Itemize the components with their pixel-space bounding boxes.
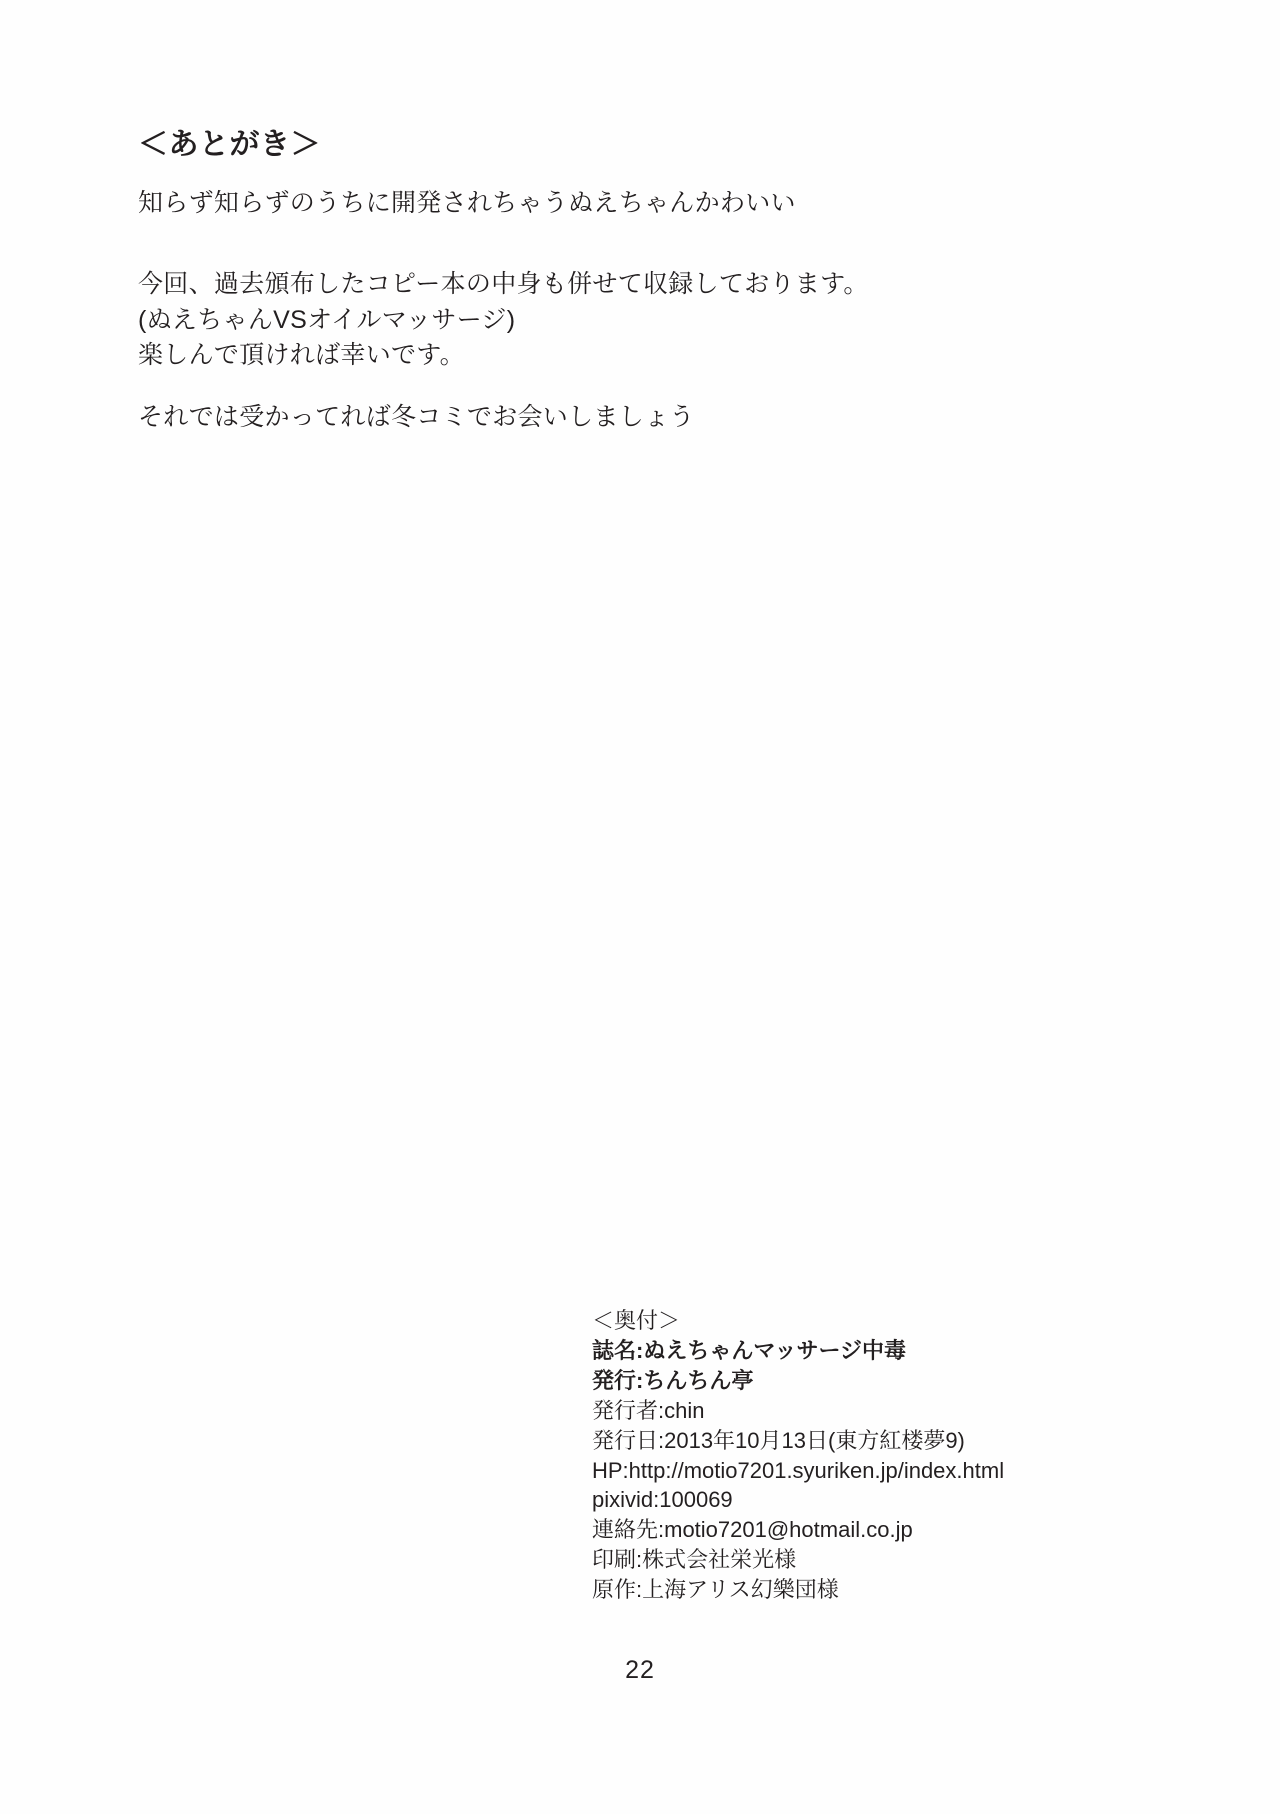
colophon-date: 発行日:2013年10月13日(東方紅楼夢9) [592,1427,965,1453]
colophon-section [592,1306,1212,1605]
colophon-title: 誌名:ぬえちゃんマッサージ中毒 [592,1337,907,1363]
afterword-heading: ＜あとがき＞ [138,128,321,161]
colophon-author: 発行者:chin [592,1397,705,1423]
colophon-contact: 連絡先:motio7201@hotmail.co.jp [592,1517,913,1543]
afterword-spacer-1 [138,221,1038,267]
afterword-line-4: 楽しんで頂ければ幸いです。 [138,341,465,369]
page-number: 22 [625,1656,655,1684]
colophon-circle: 発行:ちんちん亭 [592,1367,754,1393]
colophon-printer: 印刷:株式会社栄光様 [592,1547,797,1573]
afterword-line-2: 今回、過去頒布したコピー本の中身も併せて収録しております。 [138,270,869,298]
afterword-spacer-2 [138,374,1038,400]
afterword-line-3: (ぬえちゃんVSオイルマッサージ) [138,305,516,334]
afterword-line-1: 知らず知らずのうちに開発されちゃうぬえちゃんかわいい [138,188,796,217]
colophon-heading: ＜奥付＞ [592,1308,681,1333]
afterword-section [138,126,1038,435]
afterword-line-5: それでは受かってれば冬コミでお会いしましょう [138,402,695,431]
colophon-homepage: HP:http://motio7201.syuriken.jp/index.html [592,1457,1005,1483]
colophon-pixiv-id: pixivid:100069 [592,1487,733,1513]
colophon-original-work: 原作:上海アリス幻樂団様 [592,1577,839,1603]
